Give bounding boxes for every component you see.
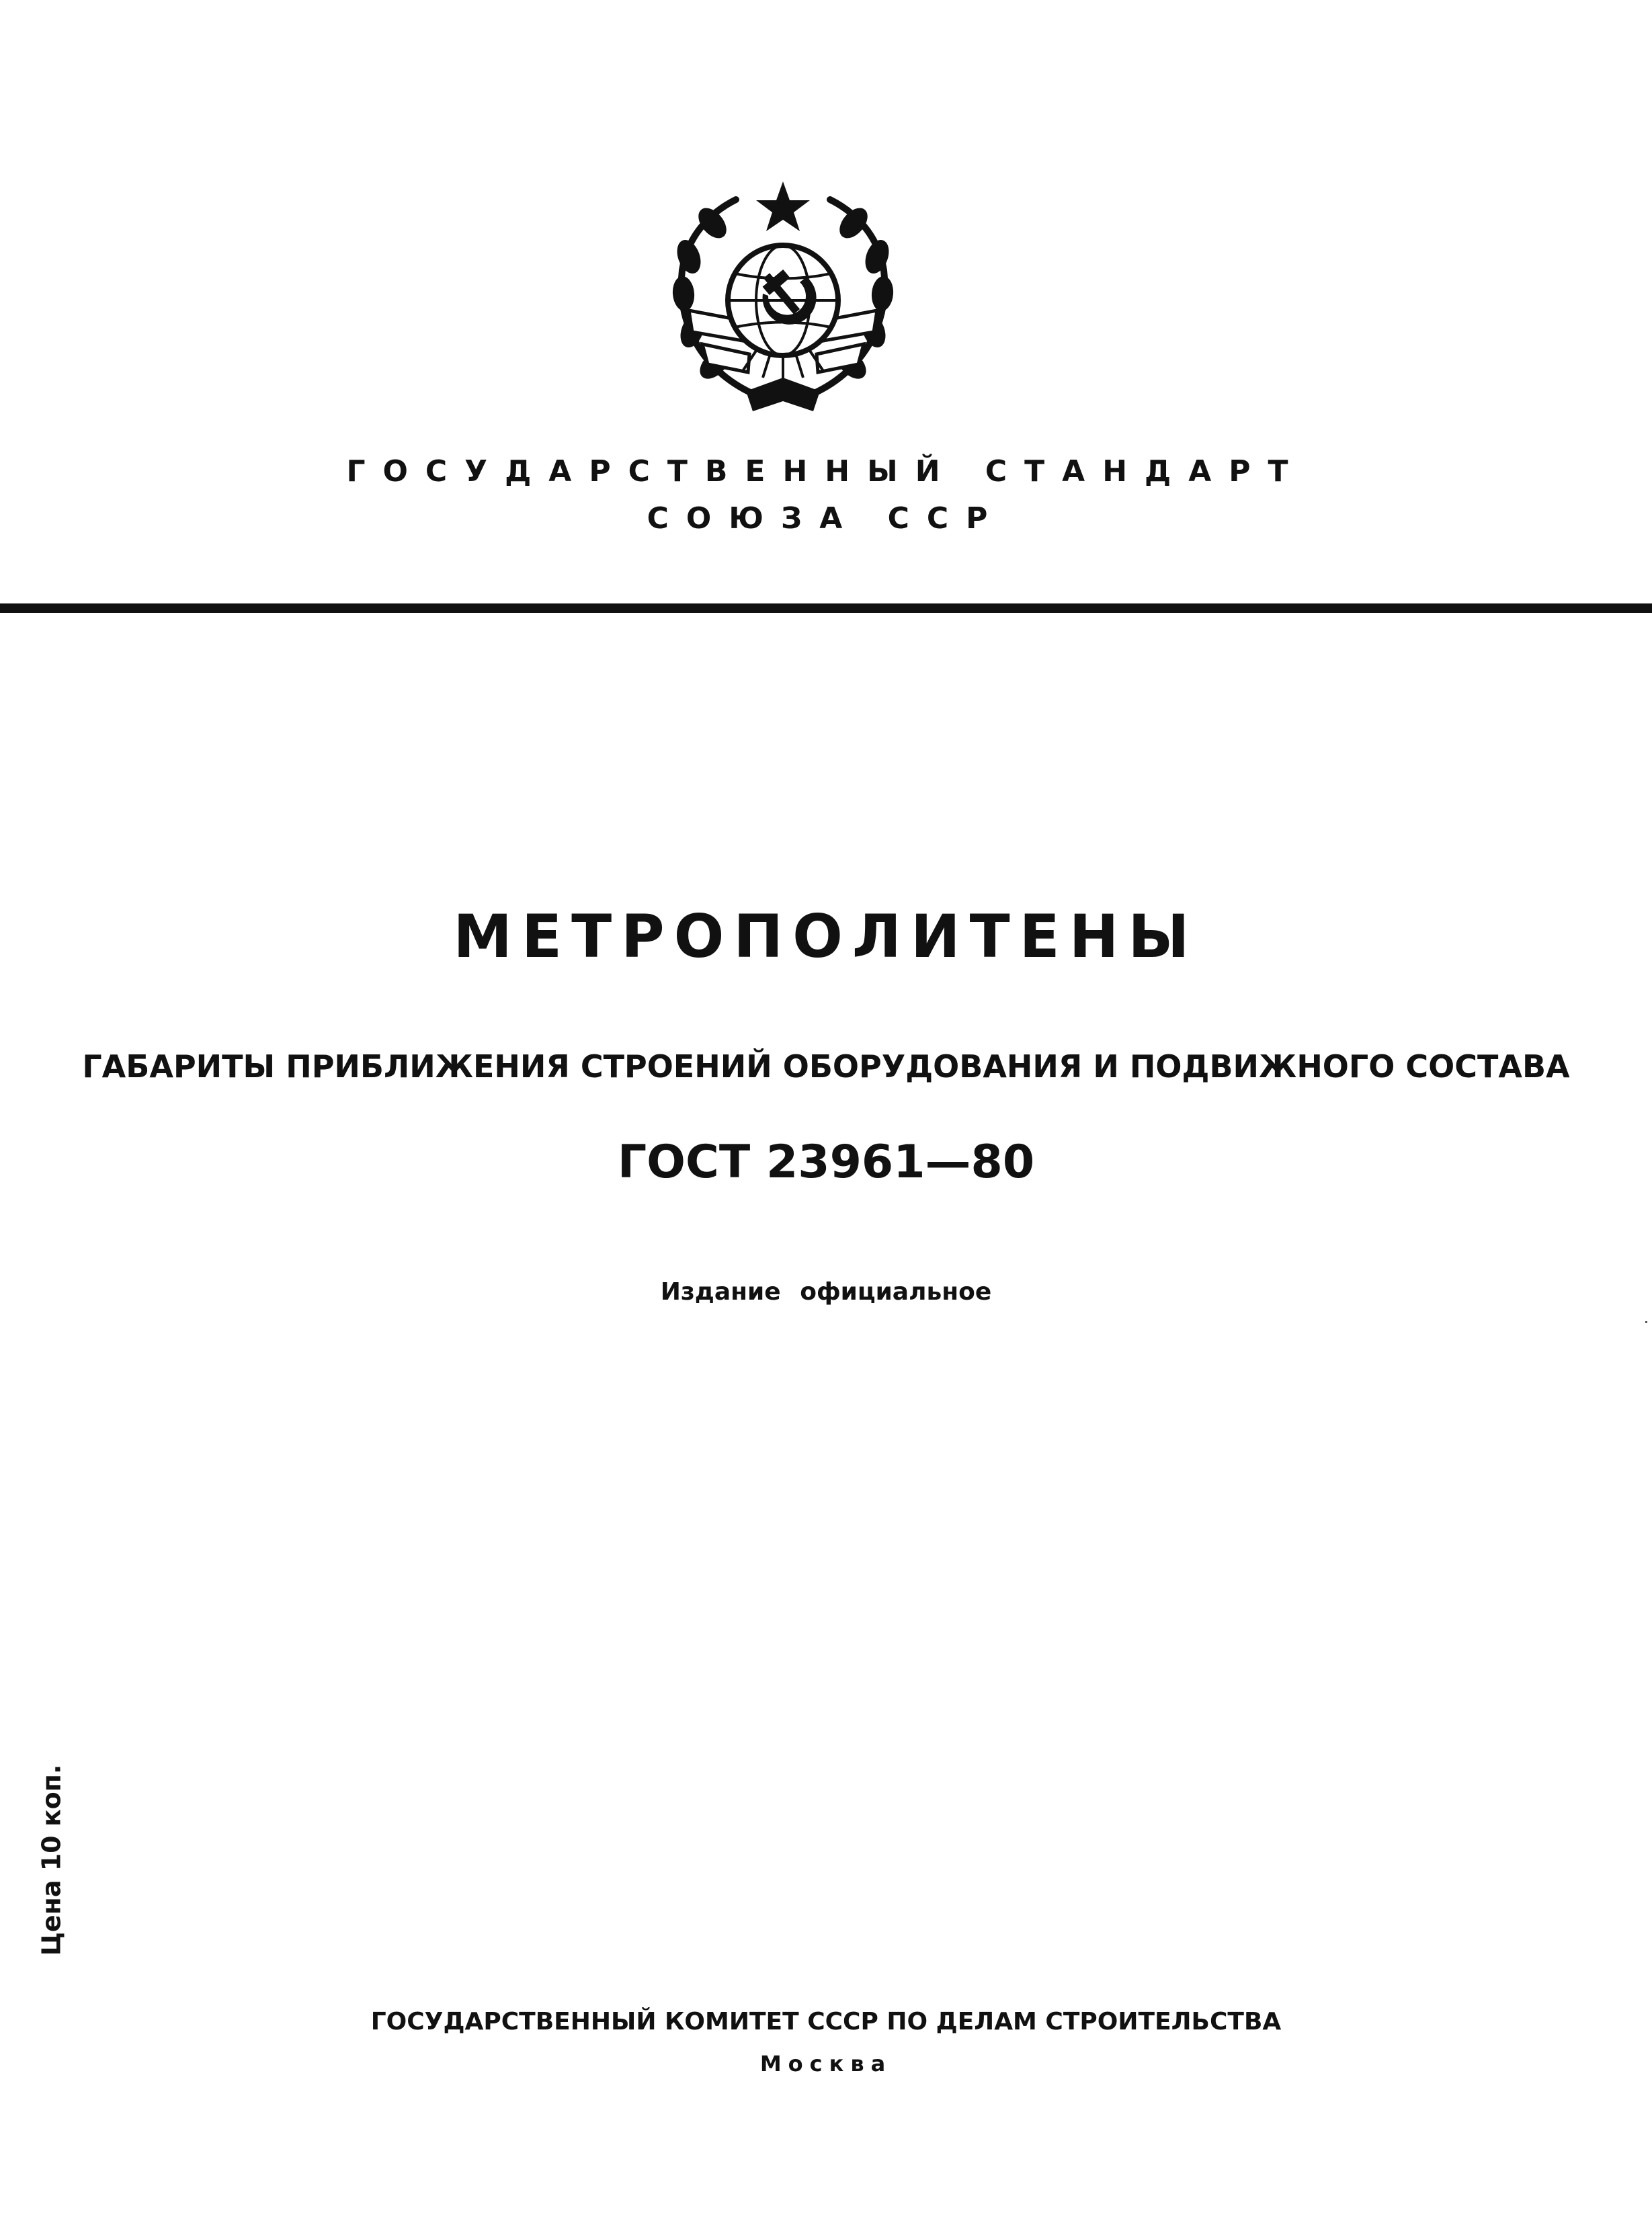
margin-speck xyxy=(1645,1321,1647,1323)
document-title: МЕТРОПОЛИТЕНЫ xyxy=(453,902,1199,971)
issuer-line-1: ГОСУДАРСТВЕННЫЙ СТАНДАРТ xyxy=(346,454,1306,489)
publisher: ГОСУДАРСТВЕННЫЙ КОМИТЕТ СССР ПО ДЕЛАМ СТРОИТЕЛЬСТВА xyxy=(370,2008,1282,2035)
document-subtitle: ГАБАРИТЫ ПРИБЛИЖЕНИЯ СТРОЕНИЙ ОБОРУДОВАНИЯ И ПОДВИЖНОГО СОСТАВА xyxy=(82,1048,1570,1085)
publication-city: Москва xyxy=(759,2051,893,2076)
ussr-state-emblem-icon xyxy=(662,176,904,425)
price-label xyxy=(30,1766,73,1954)
horizontal-rule xyxy=(0,603,1652,613)
standard-code: ГОСТ 23961—80 xyxy=(617,1136,1035,1189)
issuer-line-2: СОЮЗА ССР xyxy=(647,501,1005,536)
edition-note: Издание официальное xyxy=(660,1278,992,1306)
price-text: Цена 10 коп. xyxy=(36,1764,67,1956)
